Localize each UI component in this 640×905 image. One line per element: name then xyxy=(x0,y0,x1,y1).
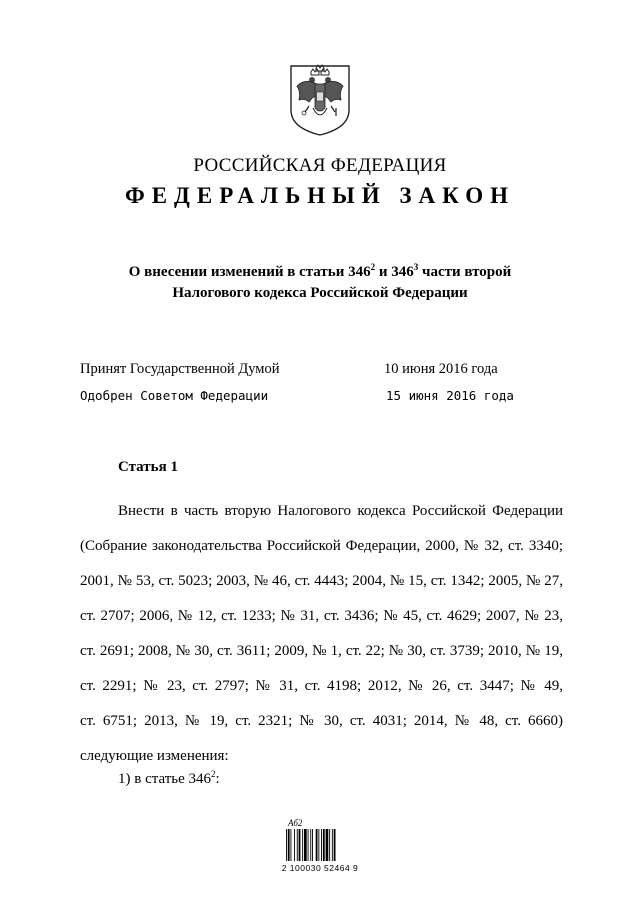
item-prefix: 1) в статье 346 xyxy=(118,771,212,787)
paragraph-line: ст. 6751; 2013, № 19, ст. 2321; № 30, ст. 4031; 2014, № 48, ст. 6660) xyxy=(80,713,563,729)
title-superscript-2: 3 xyxy=(413,262,419,272)
paragraph-line: ст. 2691; 2008, № 30, ст. 3611; 2009, № 1, ст. 22; № 30, ст. 3739; 2010, № 19, xyxy=(80,643,563,659)
barcode-number: 2 100030 52464 9 xyxy=(281,863,359,873)
barcode xyxy=(272,818,368,880)
state-emblem xyxy=(287,62,353,138)
paragraph-line: следующие изменения: xyxy=(80,748,229,764)
amendment-item-1 xyxy=(118,771,220,788)
adopted-date: 10 июня 2016 года xyxy=(384,361,498,377)
law-title-line-2: Налогового кодекса Российской Федерации xyxy=(172,285,468,301)
item-superscript: 2 xyxy=(211,769,216,779)
law-title-line-1 xyxy=(60,262,580,283)
title-mid: и 346 xyxy=(375,264,414,280)
barcode-signature: Аб2 xyxy=(288,818,303,828)
paragraph-line: (Собрание законодательства Российской Федерации, 2000, № 32, ст. 3340; xyxy=(80,538,563,554)
paragraph-line: ст. 2291; № 23, ст. 2797; № 31, ст. 4198; 2012, № 26, ст. 3447; № 49, xyxy=(80,678,563,694)
approved-label: Одобрен Советом Федерации xyxy=(80,388,269,403)
barcode-bars xyxy=(286,829,356,861)
country-heading: РОССИЙСКАЯ ФЕДЕРАЦИЯ xyxy=(193,155,447,176)
paragraph-line: ст. 2707; 2006, № 12, ст. 1233; № 31, ст. 3436; № 45, ст. 4629; 2007, № 23, xyxy=(80,608,563,624)
adopted-label: Принят Государственной Думой xyxy=(80,361,280,377)
title-superscript-1: 2 xyxy=(370,262,376,272)
title-suffix: части второй xyxy=(418,264,512,280)
law-title xyxy=(60,262,580,304)
title-prefix: О внесении изменений в статьи 346 xyxy=(128,264,371,280)
approved-date: 15 июня 2016 года xyxy=(386,388,514,403)
paragraph-line: Внести в часть вторую Налогового кодекса Российской Федерации xyxy=(118,503,563,519)
law-type-heading: ФЕДЕРАЛЬНЫЙ ЗАКОН xyxy=(124,183,516,208)
article-heading: Статья 1 xyxy=(118,459,178,475)
paragraph-line: 2001, № 53, ст. 5023; 2003, № 46, ст. 4443; 2004, № 15, ст. 1342; 2005, № 27, xyxy=(80,573,563,589)
item-suffix: : xyxy=(215,771,220,787)
article-paragraph xyxy=(80,494,563,774)
